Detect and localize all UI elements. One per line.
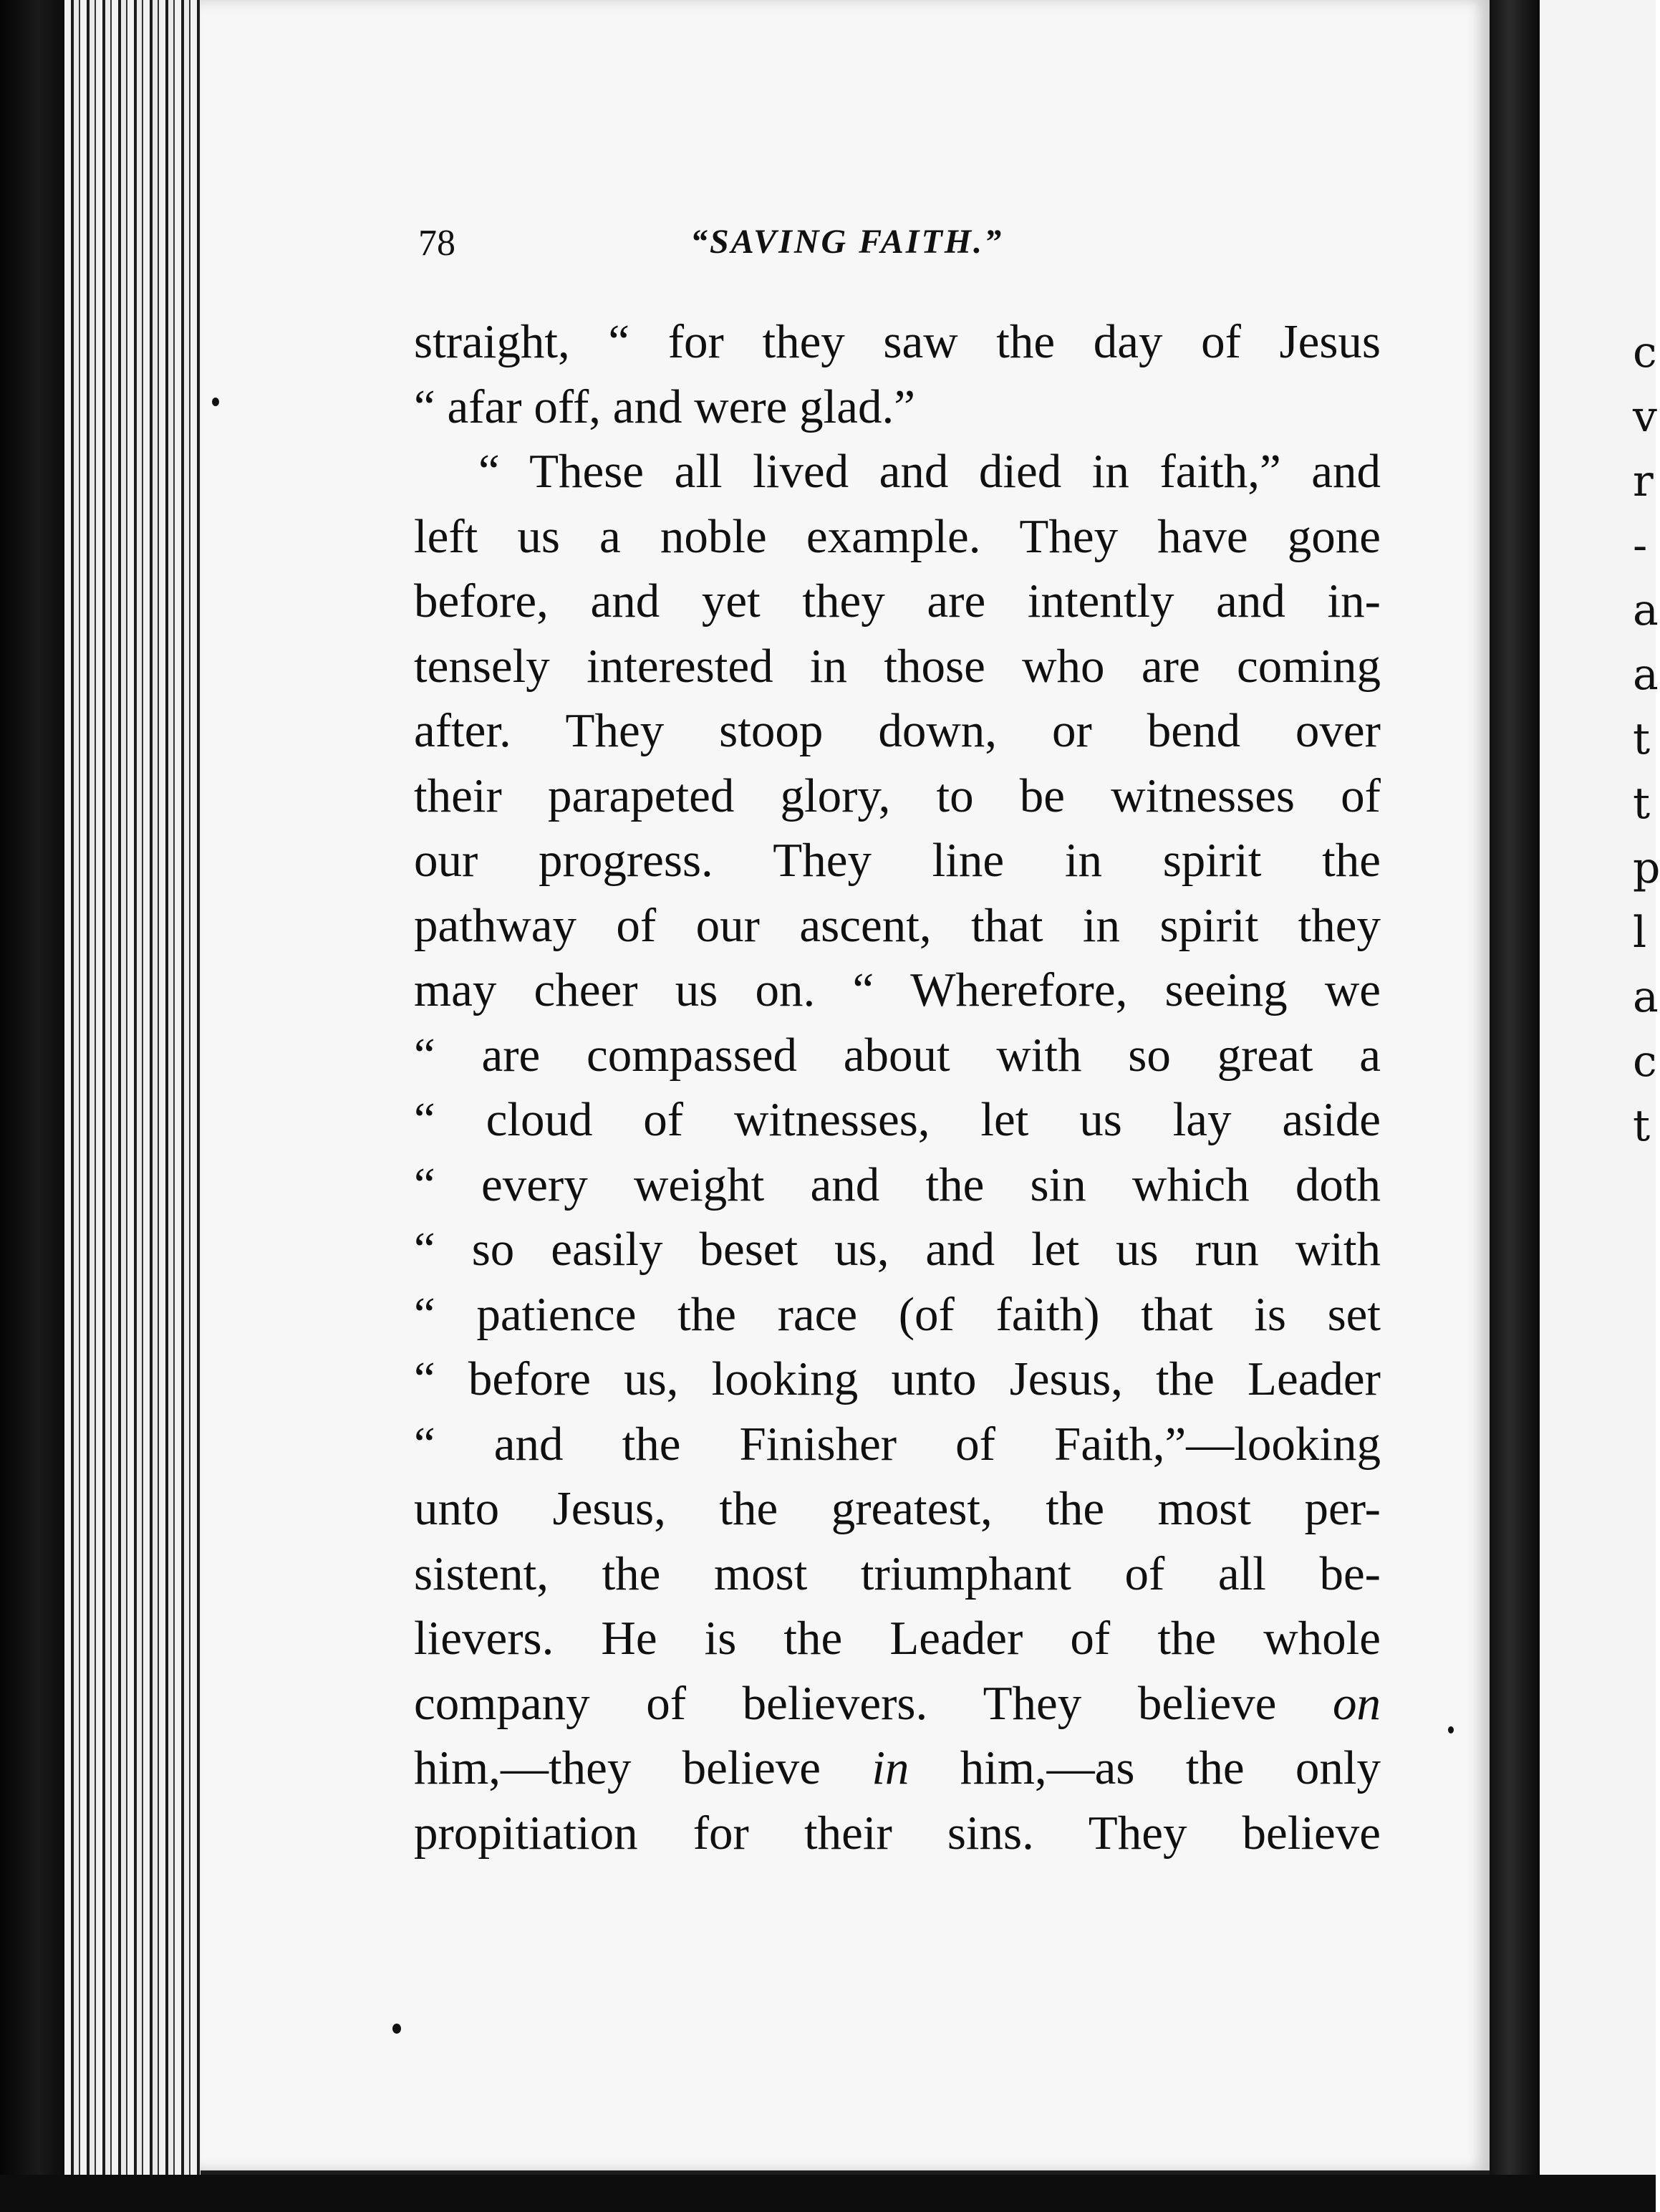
scan-bottom-edge [0, 2175, 1656, 2212]
next-page-letter: - [1633, 521, 1648, 571]
next-page-letter: t [1633, 714, 1651, 764]
text-line: “ cloud of witnesses, let us lay aside [414, 1093, 1381, 1146]
next-page-letter: a [1633, 972, 1659, 1022]
next-page-letter: a [1633, 585, 1659, 635]
binding-gutter [0, 0, 64, 2212]
text-line: propitiation for their sins. They believe [414, 1806, 1381, 1860]
center-gutter [1490, 0, 1540, 2212]
text-line: pathway of our ascent, that in spirit they [414, 898, 1381, 952]
text-line: “ patience the race (of faith) that is set [414, 1287, 1381, 1341]
text-line: straight, “ for they saw the day of Jesus [414, 315, 1381, 368]
text-line: lievers. He is the Leader of the whole [414, 1612, 1381, 1665]
text-line: “ are compassed about with so great a [414, 1028, 1381, 1082]
page-edges [64, 0, 201, 2212]
text-line: after. They stoop down, or bend over [414, 704, 1381, 757]
text-line: our progress. They line in spirit the [414, 834, 1381, 887]
scan-speck [392, 2024, 401, 2034]
next-page-letter: a [1633, 650, 1659, 700]
text-line [414, 1671, 1381, 1736]
running-head: “SAVING FAITH.” [690, 223, 1004, 261]
text-line: tensely interested in those who are coming [414, 639, 1381, 693]
emphasis-in: in [872, 1741, 909, 1794]
text-line: “ every weight and the sin which doth [414, 1158, 1381, 1211]
text-line: sistent, the most triumphant of all be- [414, 1547, 1381, 1600]
next-page-letter: c [1633, 1037, 1657, 1087]
body-text [414, 309, 1381, 1865]
text-line-segment: him,—as the only [960, 1741, 1381, 1794]
emphasis-on: on [1333, 1676, 1381, 1730]
next-page-letter: r [1633, 456, 1654, 506]
next-page-edge [1540, 0, 1660, 2212]
page-number: 78 [418, 223, 455, 264]
text-line: “ before us, looking unto Jesus, the Leader [414, 1352, 1381, 1405]
text-line: “ so easily beset us, and let us run with [414, 1223, 1381, 1276]
text-line: may cheer us on. “ Wherefore, seeing we [414, 963, 1381, 1016]
next-page-letter: t [1633, 779, 1651, 829]
next-page-letter: t [1633, 1101, 1651, 1151]
next-page-letter: p [1633, 843, 1660, 893]
text-line-segment: company of believers. They believe [414, 1676, 1277, 1730]
text-line: “ afar off, and were glad.” [414, 380, 915, 433]
page-header [418, 222, 1385, 279]
text-line: before, and yet they are intently and in- [414, 574, 1381, 627]
text-line [414, 1736, 1381, 1801]
text-line: unto Jesus, the greatest, the most per- [414, 1482, 1381, 1535]
next-page-letter: c [1633, 327, 1657, 378]
next-page-letter: v [1633, 392, 1657, 442]
text-line: their parapeted glory, to be witnesses of [414, 769, 1381, 822]
text-line: left us a noble example. They have gone [414, 509, 1381, 563]
text-line-segment: him,—they believe [414, 1741, 821, 1794]
text-line: “ and the Finisher of Faith,”—looking [414, 1417, 1381, 1471]
scan-speck [1448, 1726, 1454, 1733]
text-line: “ These all lived and died in faith,” and [478, 445, 1381, 498]
next-page-letter: l [1633, 908, 1647, 958]
scan-speck [212, 398, 219, 406]
